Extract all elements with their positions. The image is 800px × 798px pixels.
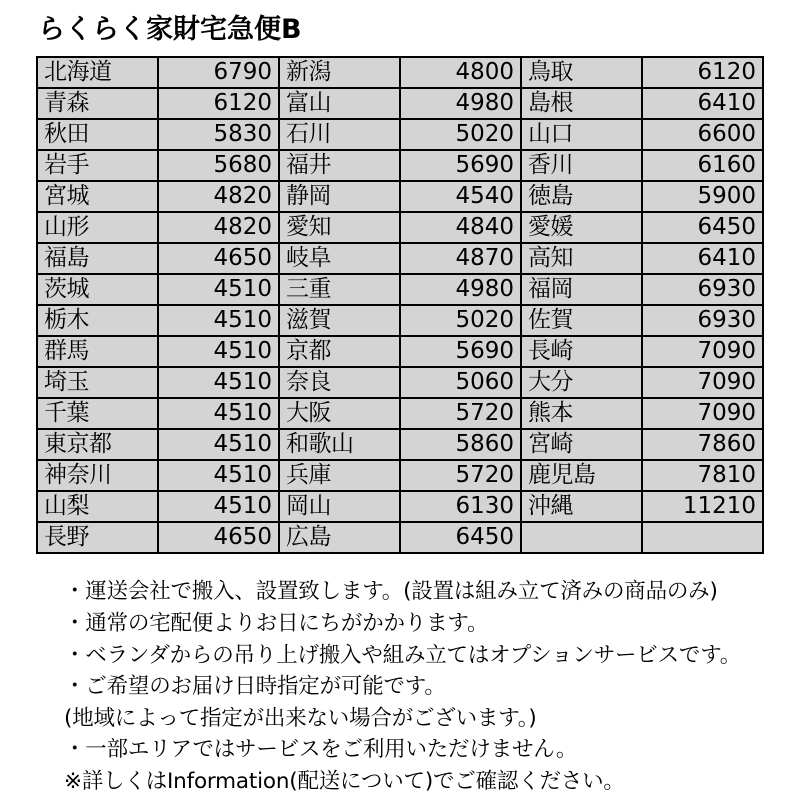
prefecture-name: 宮城 [37,181,158,212]
prefecture-fee: 4800 [400,57,521,88]
prefecture-fee: 4510 [158,274,279,305]
prefecture-name: 岡山 [279,491,400,522]
prefecture-fee: 4540 [400,181,521,212]
prefecture-fee: 5720 [400,460,521,491]
prefecture-name: 北海道 [37,57,158,88]
prefecture-name: 青森 [37,88,158,119]
prefecture-fee: 5720 [400,398,521,429]
prefecture-name: 岩手 [37,150,158,181]
prefecture-fee: 4510 [158,367,279,398]
prefecture-name: 愛知 [279,212,400,243]
table-row [37,150,763,181]
prefecture-fee: 4650 [158,522,279,553]
table-row [37,522,763,553]
prefecture-name: 島根 [521,88,642,119]
prefecture-name: 長崎 [521,336,642,367]
prefecture-name: 茨城 [37,274,158,305]
prefecture-fee: 4980 [400,88,521,119]
prefecture-fee: 6410 [642,88,763,119]
prefecture-name: 徳島 [521,181,642,212]
prefecture-name: 滋賀 [279,305,400,336]
prefecture-fee: 5690 [400,150,521,181]
prefecture-name: 兵庫 [279,460,400,491]
prefecture-name: 栃木 [37,305,158,336]
note-line: ・運送会社で搬入、設置致します。(設置は組み立て済みの商品のみ) [64,579,718,605]
prefecture-name: 長野 [37,522,158,553]
prefecture-fee: 7090 [642,398,763,429]
prefecture-fee: 5020 [400,119,521,150]
table-row [37,88,763,119]
prefecture-fee: 4820 [158,181,279,212]
prefecture-name: 石川 [279,119,400,150]
prefecture-name: 埼玉 [37,367,158,398]
prefecture-fee: 7810 [642,460,763,491]
prefecture-name: 沖縄 [521,491,642,522]
prefecture-fee: 6600 [642,119,763,150]
prefecture-name: 和歌山 [279,429,400,460]
prefecture-name: 熊本 [521,398,642,429]
table-cell-empty [642,522,763,553]
prefecture-fee: 4510 [158,429,279,460]
prefecture-name: 京都 [279,336,400,367]
table-row [37,336,763,367]
prefecture-name: 福島 [37,243,158,274]
prefecture-fee: 6450 [642,212,763,243]
prefecture-fee: 6450 [400,522,521,553]
prefecture-fee: 6130 [400,491,521,522]
prefecture-fee: 6930 [642,305,763,336]
note-line: (地域によって指定が出来ない場合がございます。) [64,705,537,731]
prefecture-fee: 6930 [642,274,763,305]
prefecture-name: 大分 [521,367,642,398]
prefecture-fee: 4820 [158,212,279,243]
prefecture-name: 佐賀 [521,305,642,336]
prefecture-name: 神奈川 [37,460,158,491]
note-line: ・通常の宅配便よりお日にちがかかります。 [64,610,489,636]
table-row [37,460,763,491]
prefecture-name: 鹿児島 [521,460,642,491]
prefecture-name: 秋田 [37,119,158,150]
table-row [37,57,763,88]
prefecture-name: 新潟 [279,57,400,88]
table-row [37,398,763,429]
table-row [37,212,763,243]
prefecture-name: 東京都 [37,429,158,460]
prefecture-fee: 5680 [158,150,279,181]
prefecture-name: 山形 [37,212,158,243]
prefecture-fee: 4980 [400,274,521,305]
prefecture-name: 群馬 [37,336,158,367]
prefecture-name: 宮崎 [521,429,642,460]
prefecture-name: 愛媛 [521,212,642,243]
note-line: ※詳しくはInformation(配送について)でご確認ください。 [64,768,625,794]
table-row [37,181,763,212]
table-row [37,305,763,336]
table-row [37,274,763,305]
prefecture-name: 富山 [279,88,400,119]
prefecture-fee: 4510 [158,398,279,429]
prefecture-fee: 4840 [400,212,521,243]
prefecture-name: 千葉 [37,398,158,429]
prefecture-fee: 7090 [642,367,763,398]
table-cell-empty [521,522,642,553]
prefecture-fee: 5900 [642,181,763,212]
prefecture-fee: 6790 [158,57,279,88]
prefecture-fee: 6160 [642,150,763,181]
table-row [37,243,763,274]
prefecture-fee: 4510 [158,336,279,367]
prefecture-fee: 5860 [400,429,521,460]
prefecture-fee: 11210 [642,491,763,522]
table-row [37,429,763,460]
prefecture-fee: 5830 [158,119,279,150]
prefecture-name: 高知 [521,243,642,274]
prefecture-name: 大阪 [279,398,400,429]
page-title: らくらく家財宅急便B [38,14,302,45]
prefecture-name: 山口 [521,119,642,150]
prefecture-fee: 4870 [400,243,521,274]
prefecture-fee: 6120 [158,88,279,119]
prefecture-name: 香川 [521,150,642,181]
shipping-fee-table [36,56,764,554]
notes-list [64,576,770,797]
note-line: ・ご希望のお届け日時指定が可能です。 [64,674,446,700]
prefecture-fee: 4650 [158,243,279,274]
prefecture-fee: 4510 [158,491,279,522]
prefecture-fee: 4510 [158,305,279,336]
table-row [37,367,763,398]
prefecture-fee: 4510 [158,460,279,491]
table-row [37,119,763,150]
prefecture-name: 静岡 [279,181,400,212]
prefecture-name: 福井 [279,150,400,181]
prefecture-name: 福岡 [521,274,642,305]
prefecture-name: 鳥取 [521,57,642,88]
prefecture-fee: 7860 [642,429,763,460]
prefecture-fee: 5020 [400,305,521,336]
note-line: ・一部エリアではサービスをご利用いただけません。 [64,737,578,763]
prefecture-fee: 6120 [642,57,763,88]
prefecture-name: 三重 [279,274,400,305]
prefecture-fee: 5060 [400,367,521,398]
prefecture-name: 岐阜 [279,243,400,274]
prefecture-fee: 5690 [400,336,521,367]
prefecture-fee: 7090 [642,336,763,367]
fee-table-body [37,57,763,553]
prefecture-name: 山梨 [37,491,158,522]
prefecture-name: 奈良 [279,367,400,398]
prefecture-fee: 6410 [642,243,763,274]
prefecture-name: 広島 [279,522,400,553]
note-line: ・ベランダからの吊り上げ搬入や組み立てはオプションサービスです。 [64,642,742,668]
table-row [37,491,763,522]
